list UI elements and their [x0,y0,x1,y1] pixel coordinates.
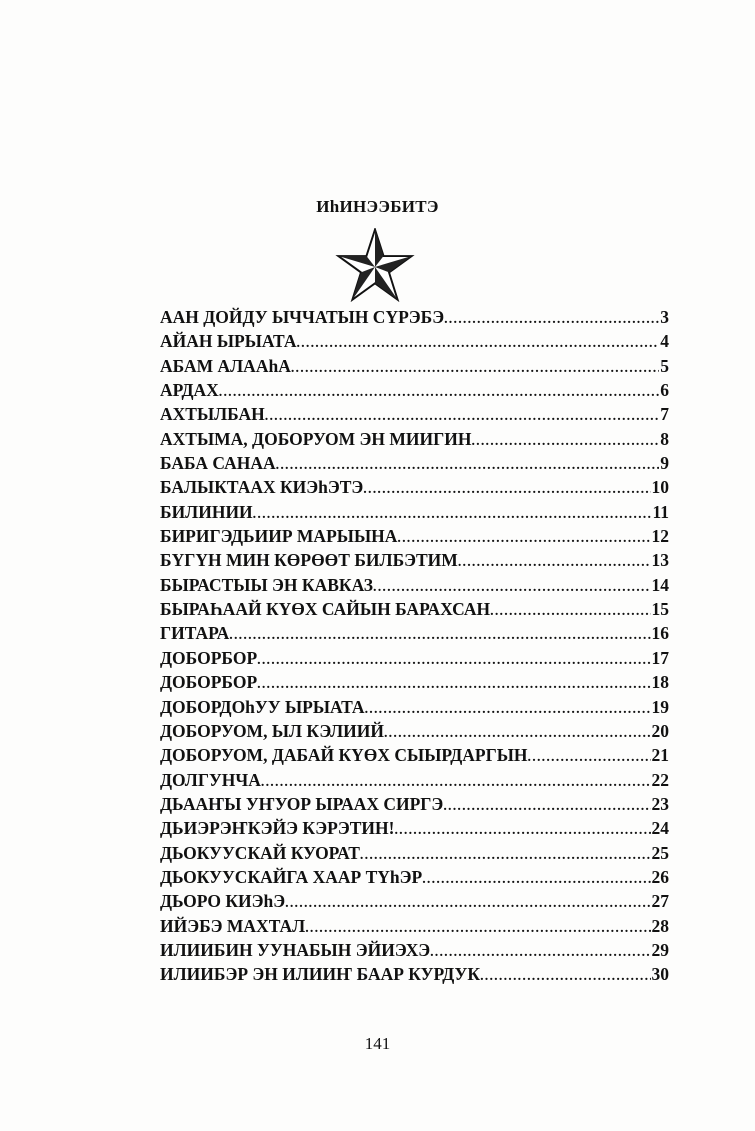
toc-entry-page: 22 [651,769,669,790]
leader-dots [458,555,651,571]
toc-entry-page: 23 [651,793,669,814]
toc-entry-title: АБАМ АЛААhА [160,355,291,376]
toc-entry-page: 13 [651,550,669,571]
leader-dots [430,945,650,961]
leader-dots [471,434,659,450]
toc-entry-page: 30 [651,964,669,985]
leader-dots [384,726,651,742]
leader-dots [229,628,650,644]
toc-entry-page: 20 [651,720,669,741]
leader-dots [397,531,650,547]
leader-dots [444,312,659,328]
leader-dots [276,458,660,474]
toc-entry-title: ИЛИИБЭР ЭН ИЛИИҤ БААР КУРДУК [160,964,481,985]
leader-dots [363,482,650,498]
page-title: ИhИНЭЭБИТЭ [316,197,439,216]
toc-entry-page: 27 [651,891,669,912]
toc-entry-page: 10 [651,477,669,498]
toc-entry-page: 3 [660,307,669,327]
toc-entry[interactable] [160,307,669,331]
leader-dots [373,580,650,596]
toc-entry-title: ДЬОРО КИЭhЭ [160,891,286,912]
toc-entry-title: БИЛИНИИ [160,501,253,522]
toc-entry[interactable] [160,502,669,526]
toc-entry[interactable] [160,648,669,672]
toc-entry-title: ДОБОРБОР [160,647,258,668]
toc-entry-title: ДОБОРБОР [160,672,258,693]
toc-entry[interactable] [160,745,669,769]
leader-dots [285,896,650,912]
toc-entry[interactable] [160,599,669,623]
toc-entry-page: 29 [651,939,669,960]
toc-entry-title: БЫРАСТЫЫ ЭН КАВКАЗ [160,574,374,595]
toc-entry-page: 7 [660,404,669,425]
toc-entry-title: АРДАХ [160,380,219,401]
toc-entry-title: АЙАН ЫРЫАТА [160,331,297,352]
leader-dots [528,750,651,766]
toc-entry[interactable] [160,770,669,794]
toc-entry-page: 16 [651,623,669,644]
toc-entry[interactable] [160,453,669,477]
toc-entry[interactable] [160,429,669,453]
leader-dots [394,823,650,839]
toc-entry[interactable] [160,550,669,574]
leader-dots [360,848,651,864]
leader-dots [219,385,659,401]
toc-entry-page: 5 [660,355,669,376]
toc-entry-page: 12 [651,526,669,547]
toc-entry[interactable] [160,331,669,355]
toc-entry[interactable] [160,818,669,842]
leader-dots [296,336,659,352]
toc-entry-page: 25 [651,842,669,863]
toc-entry-title: ДОБОРУОМ, ЫЛ КЭЛИИЙ [160,720,384,741]
leader-dots [253,507,652,523]
toc-entry-title: ДОБОРУОМ, ДАБАЙ КYӨХ СЫЫРДАРГЫН [160,745,528,766]
leader-dots [265,409,659,425]
toc-entry[interactable] [160,477,669,501]
toc-entry[interactable] [160,697,669,721]
toc-entry-title: ААН ДОЙДУ ЫЧЧАТЫН СYРЭБЭ [160,307,445,327]
toc-entry[interactable] [160,940,669,964]
toc-entry[interactable] [160,356,669,380]
toc-entry-title: ДОБОРДОhУУ ЫРЫАТА [160,696,365,717]
toc-entry-title: ДЬОКУУСКАЙ КУОРАТ [160,842,360,863]
table-of-contents [160,307,669,989]
leader-dots [305,921,650,937]
toc-entry-page: 4 [660,331,669,352]
toc-entry-page: 9 [660,453,669,474]
toc-entry-title: ДОЛГУНЧА [160,769,261,790]
toc-entry-page: 14 [651,574,669,595]
toc-entry[interactable] [160,623,669,647]
toc-entry-title: ИЙЭБЭ МАХТАЛ [160,915,306,936]
toc-entry[interactable] [160,380,669,404]
toc-entry[interactable] [160,721,669,745]
toc-entry-title: БЫРАҺААЙ КYӨХ САЙЫН БАРАХСАН [160,599,491,620]
toc-entry[interactable] [160,404,669,428]
leader-dots [257,677,650,693]
toc-entry-page: 18 [651,672,669,693]
toc-entry-page: 15 [651,599,669,620]
toc-entry-title: ДЬААҤЫ УҤУОР ЫРААХ СИРГЭ [160,793,444,814]
toc-entry[interactable] [160,843,669,867]
leader-dots [490,604,650,620]
toc-entry[interactable] [160,964,669,988]
toc-entry[interactable] [160,916,669,940]
toc-entry[interactable] [160,526,669,550]
toc-entry-page: 21 [651,745,669,766]
toc-entry[interactable] [160,575,669,599]
toc-entry-title: БИРИГЭДЬИИР МАРЫЫНА [160,526,398,547]
toc-entry[interactable] [160,794,669,818]
toc-entry-page: 6 [660,380,669,401]
toc-entry-title: БАЛЫКТААХ КИЭhЭТЭ [160,477,364,498]
toc-entry-page: 11 [652,501,669,522]
toc-entry-title: ИЛИИБИН УУНАБЫН ЭЙИЭХЭ [160,939,431,960]
leader-dots [480,969,650,985]
toc-entry-title: ДЬОКУУСКАЙГА ХААР ТYhЭР [160,866,423,887]
leader-dots [291,361,659,377]
toc-entry-page: 19 [651,696,669,717]
leader-dots [257,653,650,669]
toc-entry-page: 26 [651,866,669,887]
page-number: 141 [364,1034,391,1053]
toc-entry-page: 24 [651,818,669,839]
toc-entry[interactable] [160,672,669,696]
toc-entry-title: БАБА САНАА [160,453,276,474]
leader-dots [261,775,651,791]
toc-entry-title: ДЬИЭРЭҤКЭЙЭ КЭРЭТИН! [160,818,395,839]
toc-entry[interactable] [160,867,669,891]
leader-dots [365,702,651,718]
toc-entry-page: 28 [651,915,669,936]
leader-dots [443,799,650,815]
toc-entry-page: 8 [660,428,669,449]
toc-entry-title: АХТЫМА, ДОБОРУОМ ЭН МИИГИН [160,428,472,449]
toc-entry-page: 17 [651,647,669,668]
toc-entry-title: БYГYН МИН КӨРӨӨТ БИЛБЭТИМ [160,550,458,571]
toc-entry-title: АХТЫЛБАН [160,404,265,425]
star-icon [334,228,416,302]
leader-dots [422,872,650,888]
toc-entry[interactable] [160,891,669,915]
toc-entry-title: ГИТАРА [160,623,230,644]
